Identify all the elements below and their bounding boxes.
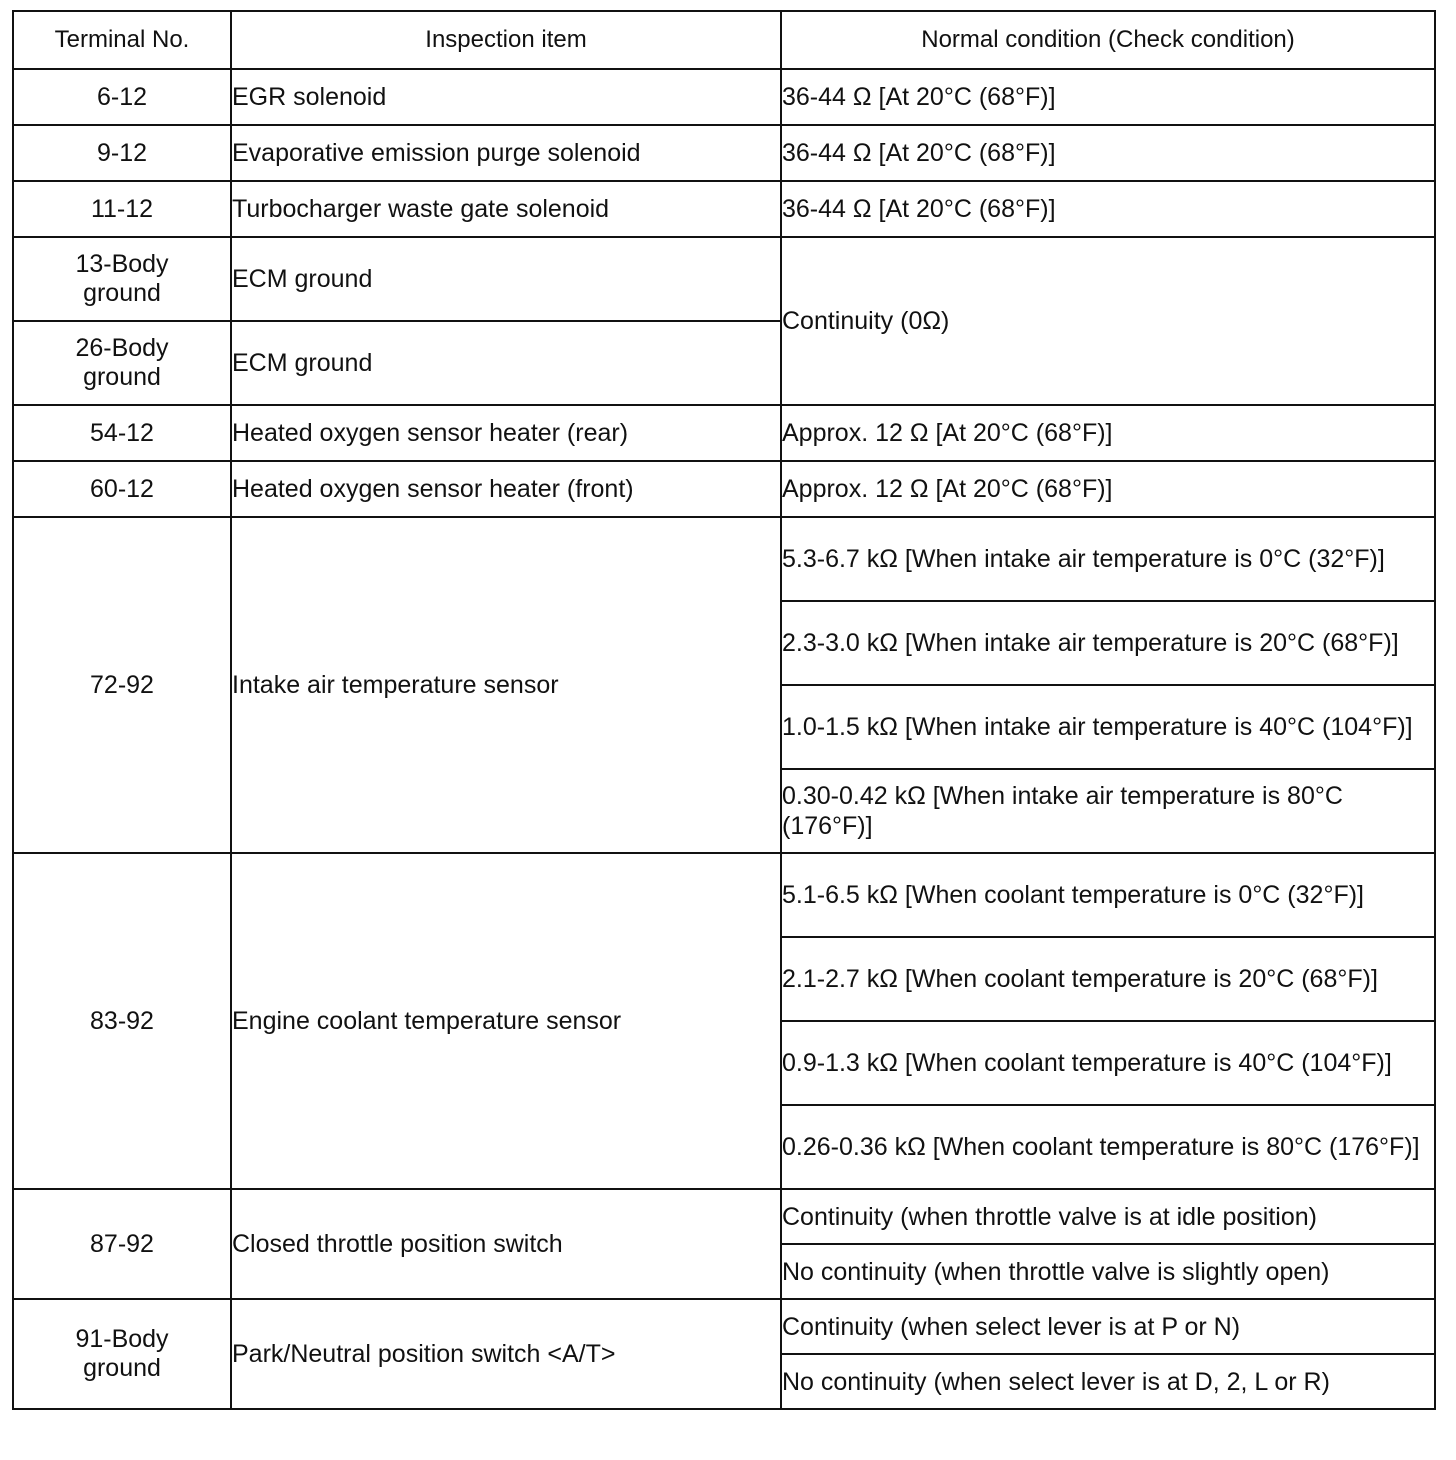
header-normal-condition: Normal condition (Check condition) [781, 11, 1435, 69]
inspection-item-cell: Engine coolant temperature sensor [231, 853, 781, 1189]
condition-cell: 36-44 Ω [At 20°C (68°F)] [781, 69, 1435, 125]
terminal-cell: 87-92 [13, 1189, 231, 1299]
table-row [13, 1189, 1435, 1244]
terminal-text: 91-Body ground [75, 1325, 169, 1382]
table-row [13, 1299, 1435, 1354]
terminal-cell: 60-12 [13, 461, 231, 517]
terminal-cell: 83-92 [13, 853, 231, 1189]
terminal-cell [13, 1299, 231, 1409]
terminal-cell [13, 321, 231, 405]
condition-cell: 0.26-0.36 kΩ [When coolant temperature is 80°C (176°F)] [781, 1105, 1435, 1189]
condition-cell: 36-44 Ω [At 20°C (68°F)] [781, 181, 1435, 237]
terminal-cell: 72-92 [13, 517, 231, 853]
table-row [13, 69, 1435, 125]
condition-cell: 5.1-6.5 kΩ [When coolant temperature is 0°C (32°F)] [781, 853, 1435, 937]
terminal-text: 13-Body ground [75, 250, 169, 307]
inspection-item-cell: Intake air temperature sensor [231, 517, 781, 853]
inspection-item-cell: Turbocharger waste gate solenoid [231, 181, 781, 237]
condition-cell: 2.1-2.7 kΩ [When coolant temperature is 20°C (68°F)] [781, 937, 1435, 1021]
terminal-cell: 6-12 [13, 69, 231, 125]
terminal-cell: 54-12 [13, 405, 231, 461]
terminal-cell [13, 237, 231, 321]
terminal-text: 26-Body ground [75, 334, 169, 391]
condition-cell: No continuity (when throttle valve is slightly open) [781, 1244, 1435, 1299]
table-header-row [13, 11, 1435, 69]
inspection-item-cell: Heated oxygen sensor heater (rear) [231, 405, 781, 461]
table-row [13, 237, 1435, 321]
condition-cell: 0.9-1.3 kΩ [When coolant temperature is 40°C (104°F)] [781, 1021, 1435, 1105]
condition-cell: 1.0-1.5 kΩ [When intake air temperature is 40°C (104°F)] [781, 685, 1435, 769]
condition-cell: 0.30-0.42 kΩ [When intake air temperature is 80°C (176°F)] [781, 769, 1435, 853]
inspection-item-cell: EGR solenoid [231, 69, 781, 125]
condition-cell: No continuity (when select lever is at D, 2, L or R) [781, 1354, 1435, 1409]
table-row [13, 181, 1435, 237]
table-row [13, 125, 1435, 181]
inspection-item-cell: Heated oxygen sensor heater (front) [231, 461, 781, 517]
inspection-item-cell: Park/Neutral position switch <A/T> [231, 1299, 781, 1409]
header-terminal: Terminal No. [13, 11, 231, 69]
condition-cell: Approx. 12 Ω [At 20°C (68°F)] [781, 405, 1435, 461]
header-inspection-item: Inspection item [231, 11, 781, 69]
inspection-item-cell: Evaporative emission purge solenoid [231, 125, 781, 181]
condition-cell: Continuity (when throttle valve is at idle position) [781, 1189, 1435, 1244]
table-row [13, 461, 1435, 517]
table-row [13, 405, 1435, 461]
inspection-item-cell: ECM ground [231, 237, 781, 321]
terminal-cell: 11-12 [13, 181, 231, 237]
condition-cell: Continuity (when select lever is at P or N) [781, 1299, 1435, 1354]
inspection-item-cell: Closed throttle position switch [231, 1189, 781, 1299]
condition-cell: Approx. 12 Ω [At 20°C (68°F)] [781, 461, 1435, 517]
terminal-cell: 9-12 [13, 125, 231, 181]
condition-cell: 5.3-6.7 kΩ [When intake air temperature is 0°C (32°F)] [781, 517, 1435, 601]
inspection-item-cell: ECM ground [231, 321, 781, 405]
table-row [13, 517, 1435, 601]
condition-cell: 2.3-3.0 kΩ [When intake air temperature is 20°C (68°F)] [781, 601, 1435, 685]
condition-cell: Continuity (0Ω) [781, 237, 1435, 405]
condition-cell: 36-44 Ω [At 20°C (68°F)] [781, 125, 1435, 181]
table-row [13, 853, 1435, 937]
inspection-table [12, 10, 1436, 1410]
